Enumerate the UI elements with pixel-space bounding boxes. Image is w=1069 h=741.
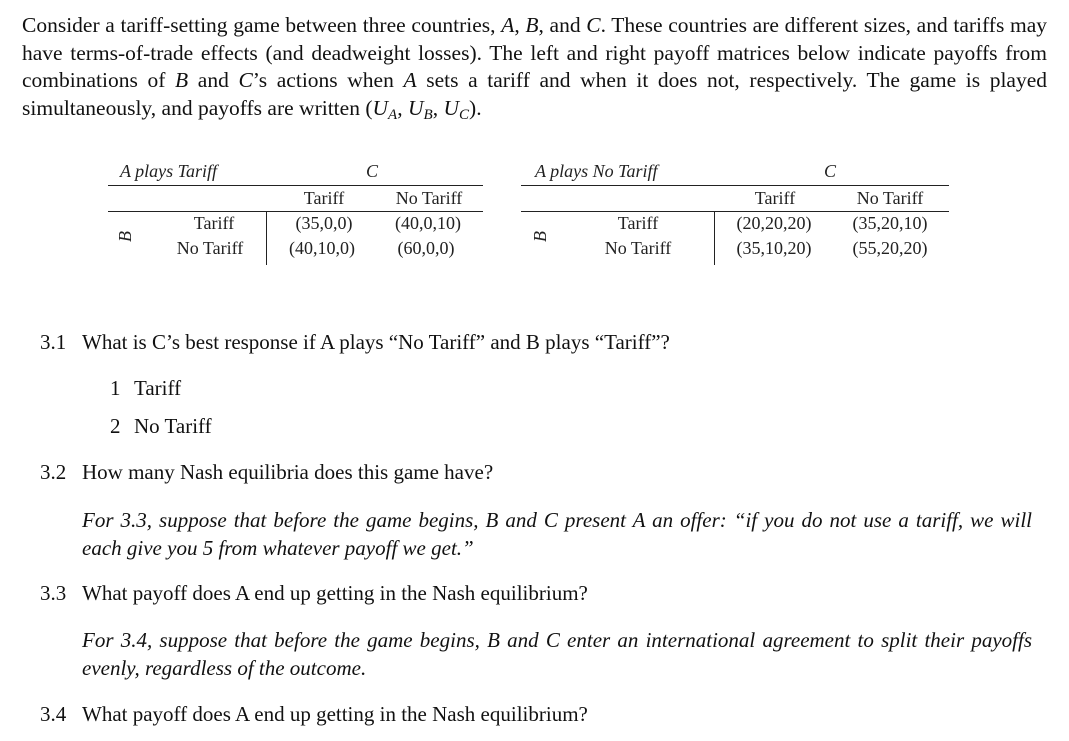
matrix-caption: A plays No Tariff	[535, 161, 658, 181]
column-player-label: C	[366, 161, 379, 181]
column-player-label: C	[824, 161, 837, 181]
option-number: 1	[110, 376, 121, 400]
option-text: No Tariff	[134, 414, 212, 438]
payoff-cell: (40,0,10)	[395, 213, 461, 233]
question-number: 3.4	[40, 702, 67, 726]
intro-paragraph: Consider a tariff-setting game between three countries, A, B, and C. These countries are different sizes, and tariffs may have terms-of-trade effects (and deadweight losses). The left and right payoff matrices below indicate payoffs from combinations of B and C’s actions when A sets a tariff and when it does not, respectively. The game is played simultaneously, and payoffs are written ($U_A$, $U_B$, $U_C$).	[22, 13, 1048, 123]
question-3-2	[40, 460, 493, 485]
question-text: What payoff does A end up getting in the Nash equilibrium?	[82, 581, 588, 605]
col-header: No Tariff	[395, 188, 463, 208]
row-header: Tariff	[617, 213, 659, 233]
question-text: What payoff does A end up getting in the Nash equilibrium?	[82, 702, 588, 726]
header-rule	[521, 211, 949, 212]
row-header: No Tariff	[604, 238, 672, 258]
question-text: What is C’s best response if A plays “No Tariff” and B plays “Tariff”?	[82, 330, 670, 354]
row-header: No Tariff	[176, 238, 244, 258]
row-player-label: B	[530, 231, 550, 242]
header-rule	[108, 211, 483, 212]
payoff-cell: (35,10,20)	[736, 238, 812, 258]
top-rule	[108, 185, 483, 186]
row-header: Tariff	[193, 213, 235, 233]
question-3-1	[40, 330, 670, 355]
question-number: 3.2	[40, 460, 67, 484]
row-player-label: B	[115, 231, 135, 242]
payoff-cell: (55,20,20)	[852, 238, 928, 258]
row-divider	[714, 211, 715, 265]
payoff-cell: (35,0,0)	[295, 213, 353, 233]
col-header: No Tariff	[856, 188, 924, 208]
question-3-4	[40, 702, 588, 727]
payoff-cell: (60,0,0)	[397, 238, 455, 258]
payoff-cell: (40,10,0)	[289, 238, 355, 258]
question-3-3	[40, 581, 588, 606]
question-number: 3.1	[40, 330, 67, 354]
option-text: Tariff	[134, 376, 182, 400]
note-3-3: For 3.3, suppose that before the game begins, B and C present A an offer: “if you do not use a tariff, we will each give you 5 from whatever payoff we get.”	[82, 508, 1032, 560]
top-rule	[521, 185, 949, 186]
matrix-caption: A plays Tariff	[120, 161, 218, 181]
note-3-4: For 3.4, suppose that before the game begins, B and C enter an international agreement to split their payoffs evenly, regardless of the outcome.	[82, 628, 1032, 680]
answer-option[interactable]	[110, 376, 181, 401]
payoff-cell: (20,20,20)	[736, 213, 812, 233]
row-divider	[266, 211, 267, 265]
col-header: Tariff	[754, 188, 796, 208]
payoff-cell: (35,20,10)	[852, 213, 928, 233]
col-header: Tariff	[303, 188, 345, 208]
question-text: How many Nash equilibria does this game have?	[82, 460, 494, 484]
option-number: 2	[110, 414, 121, 438]
answer-option[interactable]	[110, 414, 212, 439]
question-number: 3.3	[40, 581, 67, 605]
